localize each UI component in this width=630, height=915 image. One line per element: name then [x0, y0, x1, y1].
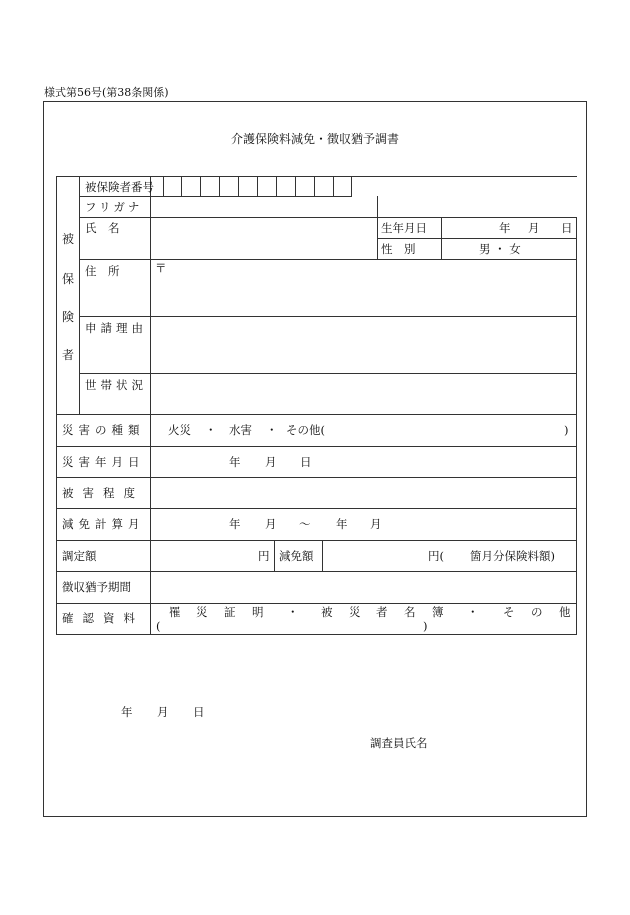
reduction-months-note: 箇月分保険料額) — [470, 549, 555, 563]
insured-group-label-1: 被 — [61, 232, 74, 246]
insured-group-label-3: 険 — [61, 310, 74, 324]
proof-char-12: そ — [503, 605, 515, 619]
disaster-option-flood[interactable]: 水害 — [229, 423, 252, 437]
insured-group-label-4: 者 — [61, 348, 74, 362]
disaster-option-fire[interactable]: 火災 — [168, 423, 191, 437]
proof-other-close: ) — [423, 619, 428, 633]
investigator-name-label: 調査員氏名 — [370, 736, 428, 750]
birth-month: 月 — [528, 221, 540, 235]
damage-level-label: 被害程度 — [62, 486, 144, 500]
proof-char-13: の — [531, 605, 543, 619]
proof-separator-2: ・ — [467, 605, 479, 619]
disaster-separator-2: ・ — [266, 423, 278, 437]
proof-char-10: 簿 — [432, 605, 444, 619]
disaster-date-label: 災害年月日 — [62, 455, 145, 469]
proof-other-open: ( — [156, 619, 161, 633]
proof-documents-label: 確認資料 — [62, 611, 144, 625]
birth-year: 年 — [499, 221, 511, 235]
calc-end-month: 月 — [370, 517, 382, 531]
disaster-day: 日 — [300, 455, 312, 469]
proof-char-1: 罹 — [169, 605, 181, 619]
sex-options[interactable]: 男 ・ 女 — [479, 242, 521, 256]
document-title: 介護保険料減免・徴収猶予調書 — [230, 132, 399, 146]
household-label: 世帯状況 — [85, 378, 147, 392]
insured-group-label-2: 保 — [61, 272, 74, 286]
reduction-month-label: 減免計算月 — [62, 517, 145, 531]
insured-number-label: 被保険者番号 — [85, 180, 154, 194]
proof-char-2: 災 — [196, 605, 208, 619]
disaster-option-other[interactable]: その他( — [286, 423, 325, 437]
proof-char-4: 明 — [252, 605, 264, 619]
deferral-period-label: 徴収猶予期間 — [62, 580, 131, 594]
reason-label: 申請理由 — [85, 321, 147, 335]
birth-day: 日 — [561, 221, 573, 235]
proof-char-9: 名 — [404, 605, 416, 619]
assessed-amount-label: 調定額 — [62, 549, 97, 563]
footer-month: 月 — [157, 705, 169, 719]
sex-label: 性 別 — [381, 242, 416, 256]
calc-end-year: 年 — [336, 517, 348, 531]
proof-char-3: 証 — [224, 605, 236, 619]
address-label: 住 所 — [85, 264, 120, 278]
proof-char-6: 被 — [321, 605, 333, 619]
proof-char-14: 他 — [559, 605, 571, 619]
proof-char-7: 災 — [349, 605, 361, 619]
postal-mark: 〒 — [155, 261, 167, 275]
calc-start-year: 年 — [229, 517, 241, 531]
birth-date-label: 生年月日 — [381, 221, 427, 235]
disaster-other-close: ) — [564, 423, 569, 437]
reduction-amount-label: 減免額 — [279, 549, 314, 563]
disaster-type-label: 災害の種類 — [62, 423, 145, 437]
name-label: 氏 名 — [85, 221, 120, 235]
footer-day: 日 — [193, 705, 205, 719]
reduction-amount-unit: 円( — [428, 549, 444, 563]
proof-char-8: 者 — [376, 605, 388, 619]
proof-separator-1: ・ — [287, 605, 299, 619]
disaster-year: 年 — [229, 455, 241, 469]
calc-start-month: 月 — [265, 517, 277, 531]
assessed-amount-unit: 円 — [258, 549, 270, 563]
furigana-label: フリガナ — [85, 200, 143, 214]
footer-year: 年 — [121, 705, 133, 719]
disaster-separator-1: ・ — [205, 423, 217, 437]
form-number: 様式第56号(第38条関係) — [44, 86, 169, 99]
disaster-month: 月 — [265, 455, 277, 469]
calc-range-tilde: 〜 — [299, 517, 311, 531]
